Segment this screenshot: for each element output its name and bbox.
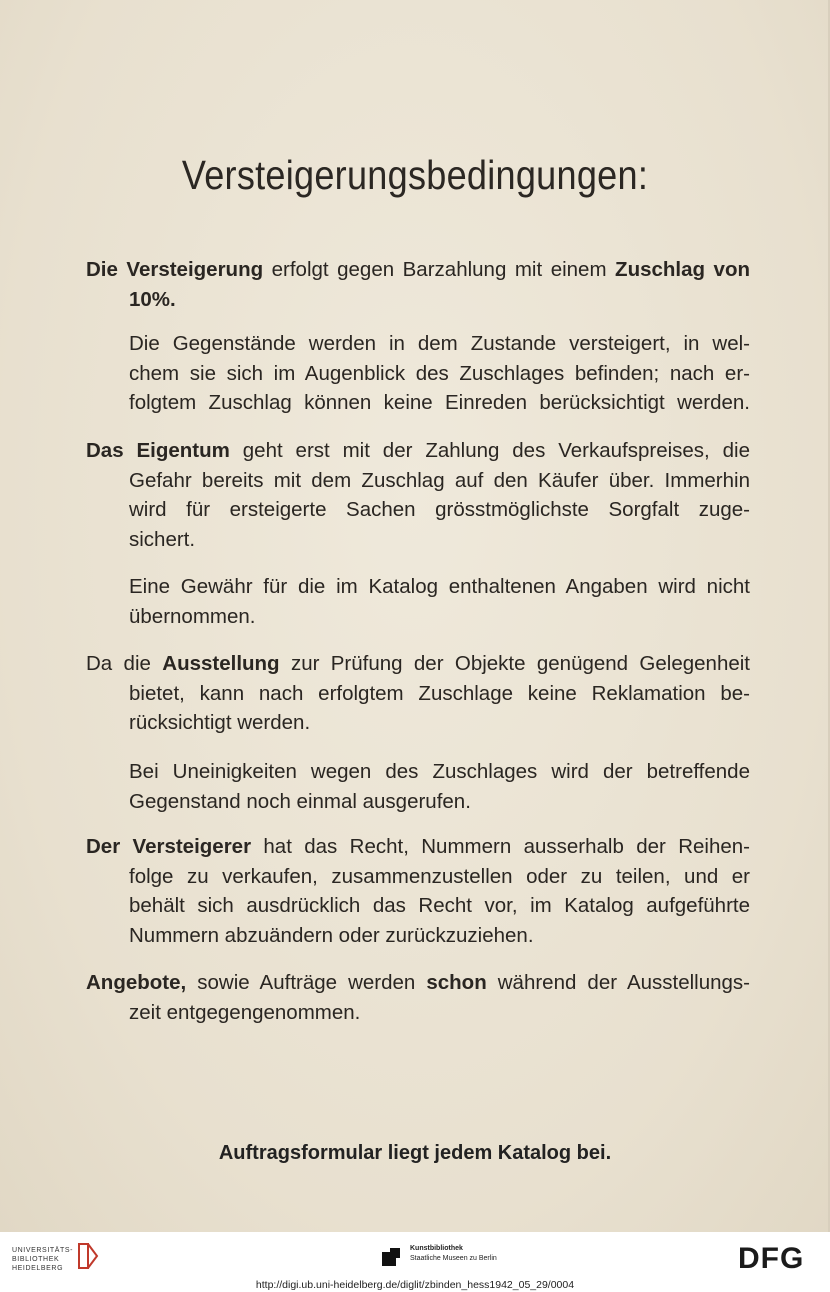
text-line: wird für ersteigerte Sachen grösstmöglichste Sorgfalt zuge- bbox=[129, 498, 750, 521]
dfg-logo: DFG bbox=[738, 1242, 805, 1275]
university-library-label: UNIVERSITÄTS- BIBLIOTHEK HEIDELBERG bbox=[12, 1247, 74, 1272]
text-line: 10%. bbox=[129, 287, 176, 311]
paragraph-eigentum bbox=[86, 436, 750, 554]
text-line: Angebote, sowie Aufträge werden schon während der Ausstellungs- bbox=[86, 971, 750, 994]
paragraph-ausstellung bbox=[86, 649, 750, 738]
text-line: Die Versteigerung erfolgt gegen Barzahlung mit einem Zuschlag von bbox=[86, 258, 750, 281]
text-line: folge zu verkaufen, zusammenzustellen oder zu teilen, und er bbox=[129, 864, 750, 888]
text-line: behält sich ausdrücklich das Recht vor, im Katalog aufgeführte bbox=[129, 894, 750, 917]
paragraph-versteigerung bbox=[86, 255, 750, 314]
text-line: folgtem Zuschlag können keine Einreden berücksichtigt werden. bbox=[129, 391, 750, 414]
order-form-note: Auftragsformular liegt jedem Katalog bei. bbox=[218, 1142, 612, 1164]
digitization-footer-bar bbox=[0, 1232, 830, 1292]
university-logo-icon bbox=[76, 1240, 100, 1272]
text-line: Eine Gewähr für die im Katalog enthaltenen Angaben wird nicht bbox=[129, 575, 750, 598]
paragraph-gewaehr bbox=[129, 572, 750, 631]
text-line: Das Eigentum geht erst mit der Zahlung des Verkaufspreises, die bbox=[86, 439, 750, 462]
text-line: bietet, kann nach erfolgtem Zuschlage keine Reklamation be- bbox=[129, 681, 750, 705]
kunstbibliothek-logo-icon bbox=[380, 1246, 402, 1268]
paragraph-versteigerer bbox=[86, 832, 750, 950]
paragraph-gegenstaende bbox=[129, 329, 750, 418]
text-line: rücksichtigt werden. bbox=[129, 711, 311, 734]
kunstbibliothek-label: Kunstbibliothek Staatliche Museen zu Berlin bbox=[410, 1245, 497, 1262]
page-title: Versteigerungsbedingungen: bbox=[181, 152, 649, 198]
text-line: Gegenstand noch einmal ausgerufen. bbox=[129, 789, 471, 813]
text-line: Die Gegenstände werden in dem Zustande versteigert, in wel- bbox=[129, 332, 750, 355]
text-line: Nummern abzuändern oder zurückzuziehen. bbox=[129, 923, 534, 947]
text-line: Der Versteigerer hat das Recht, Nummern ausserhalb der Reihen- bbox=[86, 835, 750, 858]
text-line: chem sie sich im Augenblick des Zuschlages befinden; nach er- bbox=[129, 361, 750, 385]
text-line: Bei Uneinigkeiten wegen des Zuschlages wird der betreffende bbox=[129, 760, 750, 783]
paragraph-angebote bbox=[86, 968, 750, 1027]
text-line: Da die Ausstellung zur Prüfung der Objekte genügend Gelegenheit bbox=[86, 652, 750, 675]
permalink-url[interactable]: http://digi.ub.uni-heidelberg.de/diglit/zbinden_hess1942_05_29/0004 bbox=[255, 1279, 575, 1291]
text-line: zeit entgegengenommen. bbox=[129, 1000, 361, 1024]
text-line: Gefahr bereits mit dem Zuschlag auf den Käufer über. Immerhin bbox=[129, 468, 750, 492]
paragraph-uneinigkeiten bbox=[129, 757, 750, 816]
text-line: sichert. bbox=[129, 527, 196, 551]
text-line: übernommen. bbox=[129, 604, 256, 628]
